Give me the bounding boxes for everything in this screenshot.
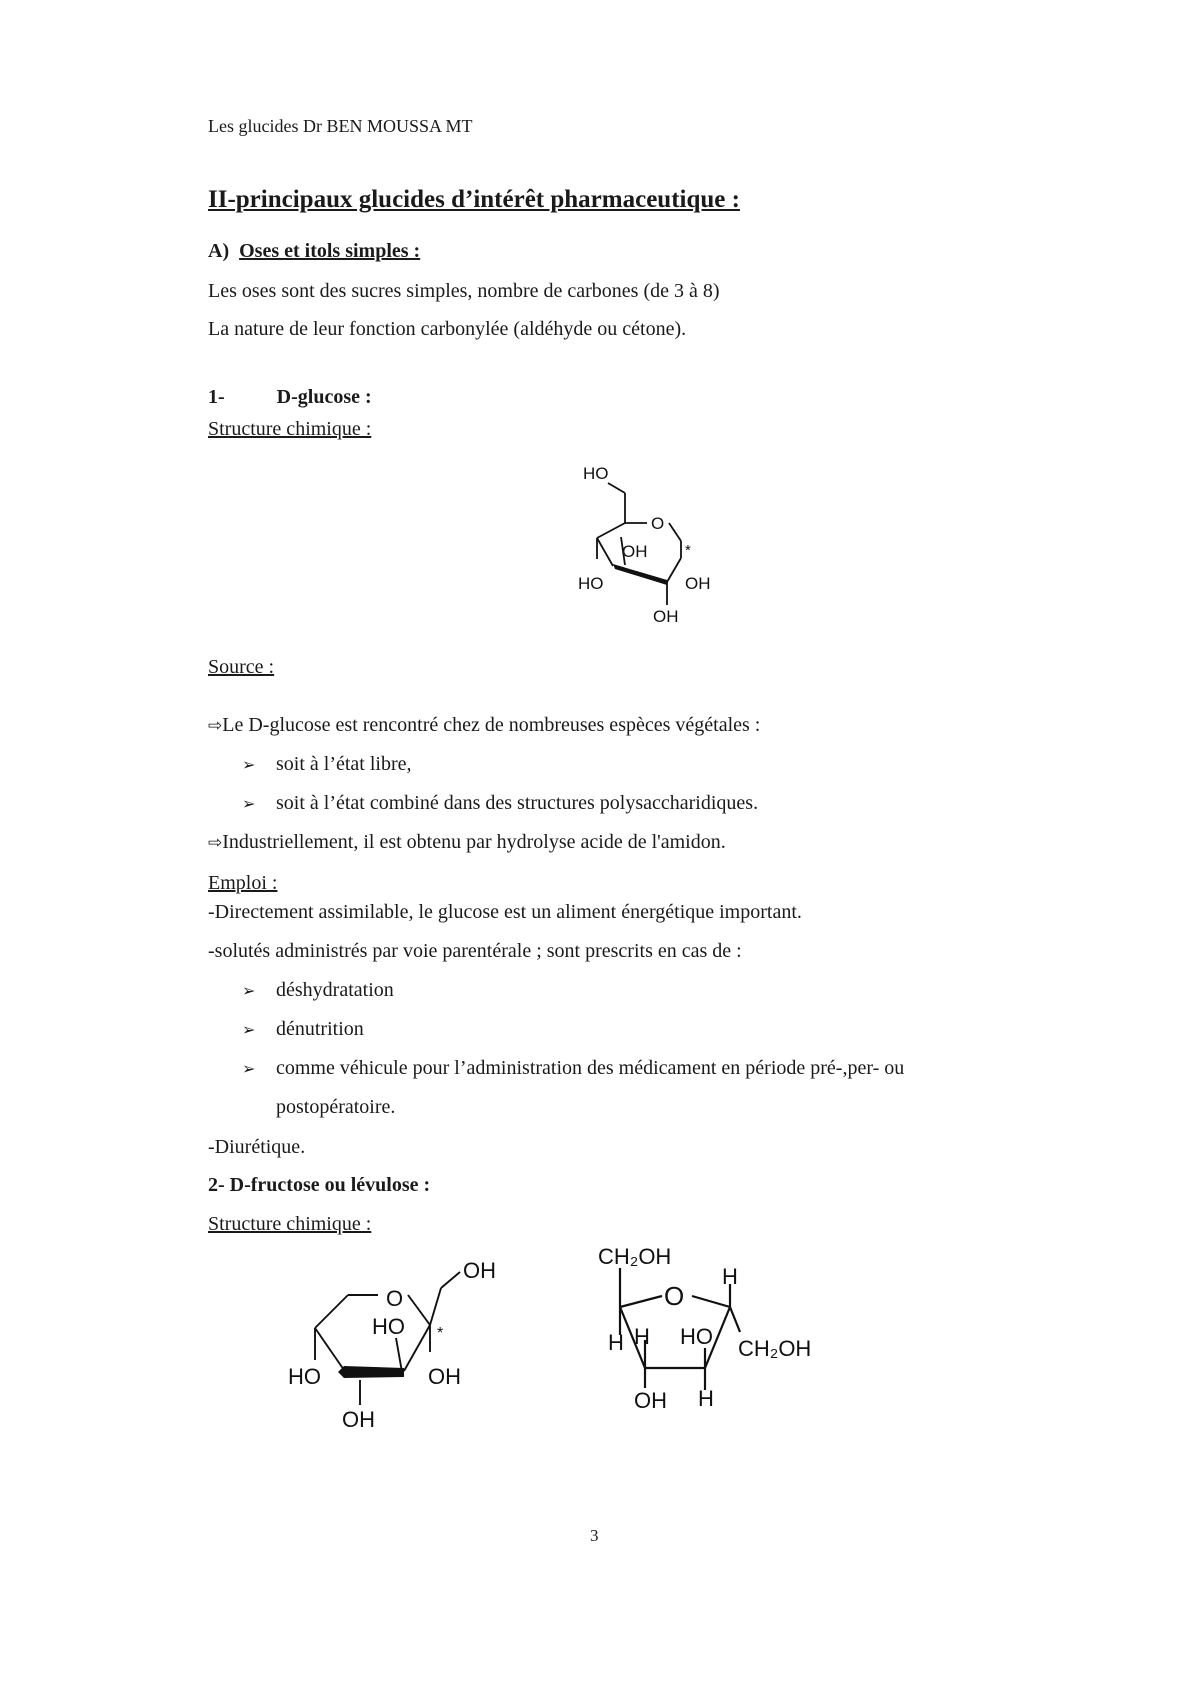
- fructose-ho-ring: HO: [372, 1314, 405, 1339]
- emploi-line-1: -Directement assimilable, le glucose est un aliment énergétique important.: [208, 901, 802, 923]
- arrow-right-icon: ⇨: [208, 833, 223, 853]
- section-a-prefix: A): [208, 240, 230, 262]
- glucose-number: 1-: [208, 386, 225, 408]
- glucose-structure-label: Structure chimique :: [208, 418, 372, 440]
- fructose-ho-left: HO: [288, 1364, 321, 1389]
- furanose-ch2oh-right: CH₂OH: [738, 1336, 812, 1361]
- glucose-structure: [565, 455, 740, 635]
- page-title: II-principaux glucides d’intérêt pharmaceutique :: [208, 186, 740, 213]
- section-a-heading: [208, 240, 420, 263]
- industrial-line: [208, 831, 726, 854]
- bullet-arrow-icon: ➢: [242, 1059, 256, 1078]
- furanose-h-top: H: [722, 1264, 738, 1289]
- source-label: Source :: [208, 656, 275, 678]
- emploi-line-2: -solutés administrés par voie parentérale ; sont prescrits en cas de :: [208, 940, 742, 962]
- fructose-wedge-bond: [338, 1366, 404, 1378]
- intro-line-1: Les oses sont des sucres simples, nombre de carbones (de 3 à 8): [208, 280, 720, 302]
- furanose-h-left2: H: [634, 1324, 650, 1349]
- bullet-arrow-icon: ➢: [242, 794, 256, 813]
- glucose-ring-oxygen: O: [651, 514, 665, 533]
- fructose-furanose-structure: [590, 1240, 850, 1420]
- source-bullet-1-text: soit à l’état libre,: [276, 753, 412, 775]
- fructose-pyranose-structure: [280, 1250, 520, 1435]
- fructose-oh-right: OH: [428, 1364, 461, 1389]
- glucose-heading: [208, 386, 372, 409]
- page-number: 3: [590, 1526, 599, 1545]
- section-a-label: Oses et itols simples :: [239, 240, 421, 262]
- intro-line-2: La nature de leur fonction carbonylée (aldéhyde ou cétone).: [208, 318, 687, 340]
- furanose-h-bottom: H: [698, 1386, 714, 1411]
- emploi-continuation: postopératoire.: [276, 1096, 396, 1118]
- page-header: Les glucides Dr BEN MOUSSA MT: [208, 116, 473, 136]
- bullet-arrow-icon: ➢: [242, 755, 256, 774]
- source-bullet-1: [242, 753, 412, 776]
- glucose-ho-left: HO: [578, 574, 604, 593]
- emploi-bullet-2: [242, 1018, 364, 1041]
- fructose-anomeric-star: *: [437, 1325, 444, 1342]
- emploi-label: Emploi :: [208, 872, 278, 894]
- bullet-arrow-icon: ➢: [242, 1020, 256, 1039]
- industrial-text: Industriellement, il est obtenu par hydrolyse acide de l'amidon.: [222, 831, 726, 853]
- fructose-structure-label: Structure chimique :: [208, 1213, 372, 1235]
- furanose-oh-bottom: OH: [634, 1388, 667, 1413]
- source-intro-text: Le D-glucose est rencontré chez de nombreuses espèces végétales :: [222, 714, 761, 736]
- source-bullet-2: [242, 792, 758, 815]
- furanose-ho-inner: HO: [680, 1324, 713, 1349]
- fructose-oh-bottom: OH: [342, 1407, 375, 1432]
- glucose-anomeric-star: *: [685, 542, 691, 559]
- glucose-wedge-bond: [613, 564, 667, 585]
- glucose-oh-right: OH: [685, 574, 711, 593]
- furanose-ch2oh-top: CH₂OH: [598, 1244, 672, 1269]
- emploi-bullet-1-text: déshydratation: [276, 979, 394, 1001]
- arrow-right-icon: ⇨: [208, 716, 223, 736]
- furanose-h-left: H: [608, 1330, 624, 1355]
- glucose-oh-bottom: OH: [653, 607, 679, 626]
- bullet-arrow-icon: ➢: [242, 981, 256, 1000]
- emploi-bullet-1: [242, 979, 394, 1002]
- fructose-ring-oxygen: O: [386, 1286, 404, 1311]
- source-intro: [208, 714, 760, 737]
- glucose-oh-ring: OH: [622, 542, 648, 561]
- source-bullet-2-text: soit à l’état combiné dans des structures polysaccharidiques.: [276, 792, 759, 814]
- diuretic-line: -Diurétique.: [208, 1136, 306, 1158]
- glucose-ho-top: HO: [583, 464, 609, 483]
- furanose-ring-oxygen: O: [664, 1281, 685, 1311]
- fructose-heading: 2- D-fructose ou lévulose :: [208, 1174, 431, 1196]
- fructose-oh-top: OH: [463, 1258, 496, 1283]
- glucose-name: D-glucose :: [276, 386, 372, 408]
- emploi-bullet-3-text: comme véhicule pour l’administration des médicament en période pré-,per- ou: [276, 1057, 905, 1079]
- emploi-bullet-3: [242, 1057, 904, 1080]
- emploi-bullet-2-text: dénutrition: [276, 1018, 364, 1040]
